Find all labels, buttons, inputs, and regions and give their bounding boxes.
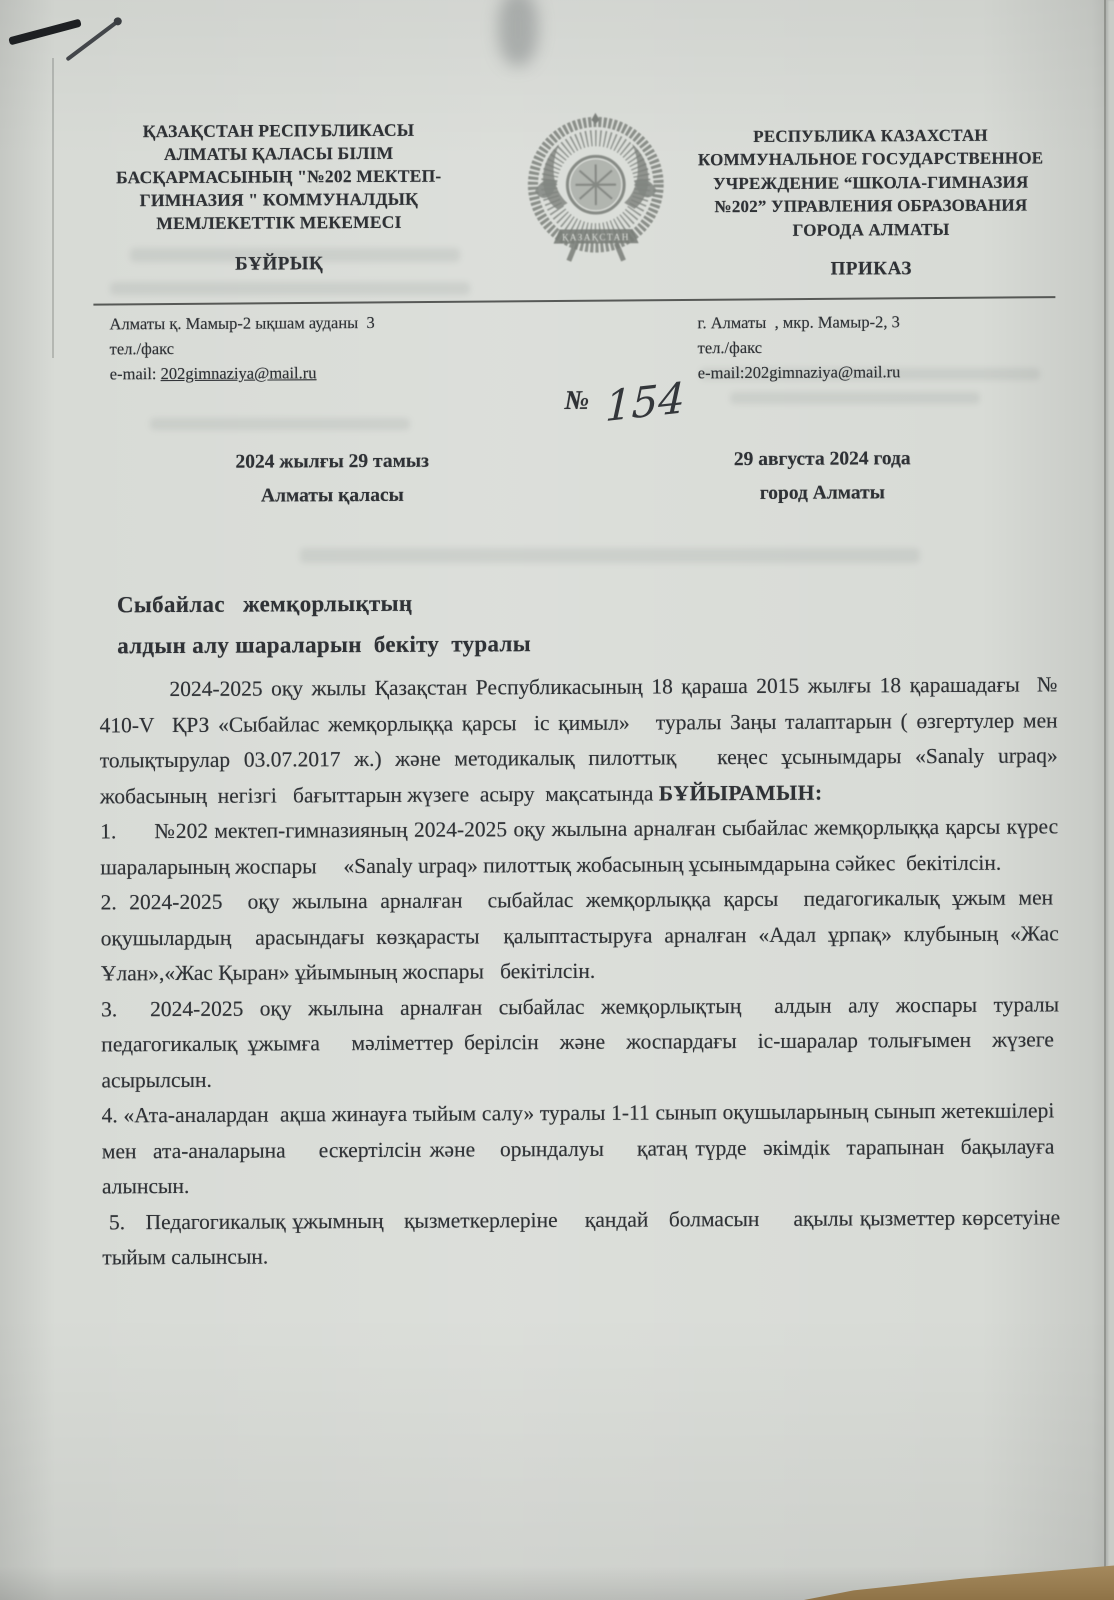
phone-line: тел./факс — [697, 337, 763, 358]
kazakhstan-coat-of-arms-icon — [518, 109, 673, 270]
subject-line: алдын алу шараларын бекіту туралы — [117, 631, 532, 659]
address-line: Алматы қ. Мамыр-2 ықшам ауданы 3 — [109, 312, 375, 334]
org-line: МЕМЛЕКЕТТІК МЕКЕМЕСІ — [156, 212, 402, 234]
city-text: город Алматы — [759, 481, 886, 504]
emblem-banner-text: ҚАЗАҚСТАН — [562, 232, 630, 243]
subject-line: Сыбайлас жемқорлықтың — [116, 590, 413, 618]
order-item-4: 4. «Ата-аналардан ақша жинауға тыйым салу» туралы 1-11 сынып оқушыларының сынып жетекшілері мен ата-аналарына ескертілсін және орындалуы қатаң түрде әкімдік тарапынан бақылауға алынсын. — [101, 1098, 1060, 1199]
org-line: РЕСПУБЛИКА КАЗАХСТАН — [753, 125, 988, 146]
org-line: УЧРЕЖДЕНИЕ “ШКОЛА-ГИМНАЗИЯ — [712, 172, 1029, 194]
org-line: КОММУНАЛЬНОЕ ГОСУДАРСТВЕННОЕ — [697, 148, 1044, 170]
org-line: ГИМНАЗИЯ " КОММУНАЛДЫҚ — [139, 189, 419, 211]
city-text: Алматы қаласы — [260, 484, 404, 507]
date-text: 2024 жылғы 29 тамыз — [235, 450, 429, 473]
order-body — [99, 667, 1060, 1276]
order-item-3: 3. 2024-2025 оқу жылына арналған сыбайлас жемқорлықтың алдын алу жоспары туралы педагогикалық ұжымға мәліметтер берілсін және жоспардағы іс-шаралар толығымен жүзеге асырылсын. — [101, 991, 1060, 1092]
phone-line: тел./факс — [109, 339, 175, 359]
org-name-kazakh — [92, 118, 465, 235]
header-divider-line — [93, 296, 1055, 306]
org-name-russian — [668, 123, 1073, 242]
email-label: e-mail: — [109, 364, 161, 384]
dateline-kazakh — [156, 444, 508, 513]
order-verb: БҰЙЫРАМЫН: — [658, 780, 823, 805]
order-item-1: 1. №202 мектеп-гимназияның 2024-2025 оқу жылына арналған сыбайлас жемқорлыққа қарсы күрес шараларының жоспары «Sanaly urpaq» пилоттық жобасының ұсынымдарына сәйкес бекітілсін. — [100, 814, 1059, 879]
order-item-5: 5. Педагогикалық ұжымның қызметкерлеріне қандай болмасын ақылы қызметтер көрсетуіне тыйым салынсын. — [102, 1204, 1061, 1270]
email-label: e-mail: — [697, 363, 745, 383]
doc-type-kazakh: БҰЙРЫҚ — [235, 253, 324, 275]
org-line: БАСҚАРМАСЫНЫҢ "№202 МЕКТЕП- — [116, 165, 442, 188]
email-address: 202gimnaziya@mail.ru — [160, 363, 317, 384]
contact-block-kazakh — [109, 310, 375, 387]
org-line: ГОРОДА АЛМАТЫ — [792, 219, 950, 240]
email-address: 202gimnaziya@mail.ru — [744, 362, 901, 383]
doc-type-russian: ПРИКАЗ — [830, 258, 912, 280]
page-edge-strip — [1106, 0, 1114, 1600]
preamble-text: 2024-2025 оқу жылы Қазақстан Республикасының 18 қараша 2015 жылғы 18 қарашадағы № 410-V ҚРЗ «Сыбайлас жемқорлыққа қарсы іс қимыл» туралы Заңы талаптарын ( өзгертулер мен толықтырулар 03.07.2017 ж.) және методикалық пилоттық кеңес ұсынымдары «Sanaly urpaq» жобасының негізгі бағыттарын жүзеге асыру мақсатында — [99, 672, 1058, 808]
email-line — [110, 360, 375, 386]
dateline-russian — [646, 442, 998, 511]
date-text: 29 августа 2024 года — [733, 448, 911, 471]
org-line: ҚАЗАҚСТАН РЕСПУБЛИКАСЫ — [142, 119, 415, 142]
org-line: АЛМАТЫ ҚАЛАСЫ БІЛІМ — [163, 142, 394, 165]
order-number-handwritten: 154 — [604, 372, 686, 432]
order-subject — [117, 583, 531, 667]
address-line: г. Алматы , мкр. Мамыр-2, 3 — [697, 312, 900, 333]
order-item-2: 2. 2024-2025 оқу жылына арналған сыбайлас жемқорлыққа қарсы педагогикалық ұжым мен оқушылардың арасындағы көзқарасты қалыптастыруға арналған «Адал ұрпақ» клубының «Жас Ұлан»,«Жас Қыран» ұйымының жоспары бекітілсін. — [100, 885, 1059, 986]
contact-block-russian — [697, 309, 900, 385]
org-line: №202” УПРАВЛЕНИЯ ОБРАЗОВАНИЯ — [714, 195, 1028, 217]
order-preamble — [99, 667, 1058, 814]
order-number-label: № — [564, 384, 590, 415]
